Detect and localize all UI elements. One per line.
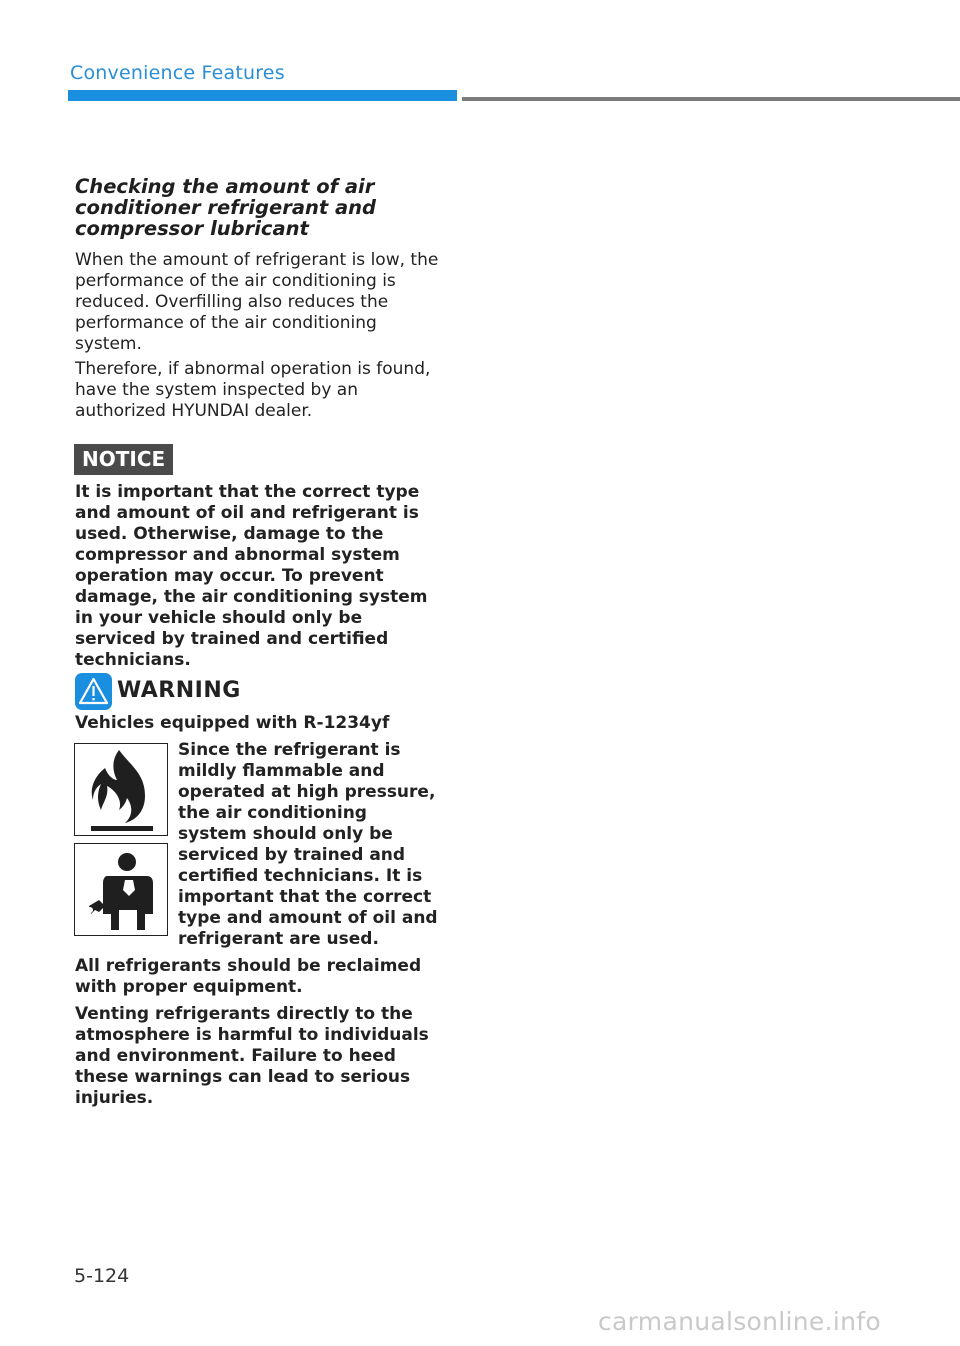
warning-title: WARNING [117,678,241,703]
warning-subtitle: Vehicles equipped with R-1234yf [75,713,390,733]
header-rule-blue [68,90,457,101]
warning-triangle-icon [75,673,112,710]
paragraph-refrigerant-low: When the amount of refrigerant is low, the performance of the air conditioning is reduced. Overfilling also reduces the performance of the air conditioning system. [75,250,439,354]
warning-side-text: Since the refrigerant is mildly flammable and operated at high pressure, the air conditioning system should only be serviced by trained and certified technicians. It is important that the correct type and amount of oil and refrigerant are used. [178,740,438,949]
watermark: carmanualsonline.info [598,1307,881,1336]
notice-badge: NOTICE [74,444,173,475]
technician-service-icon [74,843,168,936]
paragraph-reclaim: All refrigerants should be reclaimed with proper equipment. [75,956,422,997]
header-rule-gray [462,97,960,101]
section-title: Checking the amount of air conditioner refrigerant and compressor lubricant [75,175,376,240]
paragraph-venting: Venting refrigerants directly to the atmosphere is harmful to individuals and environment. Failure to heed these warnings can lead to serious injuries. [75,1004,429,1108]
flammable-flame-icon [74,743,168,836]
notice-text: It is important that the correct type and amount of oil and refrigerant is used. Otherwise, damage to the compressor and abnormal system operation may occur. To prevent damage, the air conditioning system in your vehicle should only be serviced by trained and certified technicians. [75,482,428,670]
paragraph-inspection: Therefore, if abnormal operation is found, have the system inspected by an authorized HYUNDAI dealer. [75,359,431,421]
section-header-title: Convenience Features [70,62,285,84]
page-number: 5-124 [74,1265,130,1287]
